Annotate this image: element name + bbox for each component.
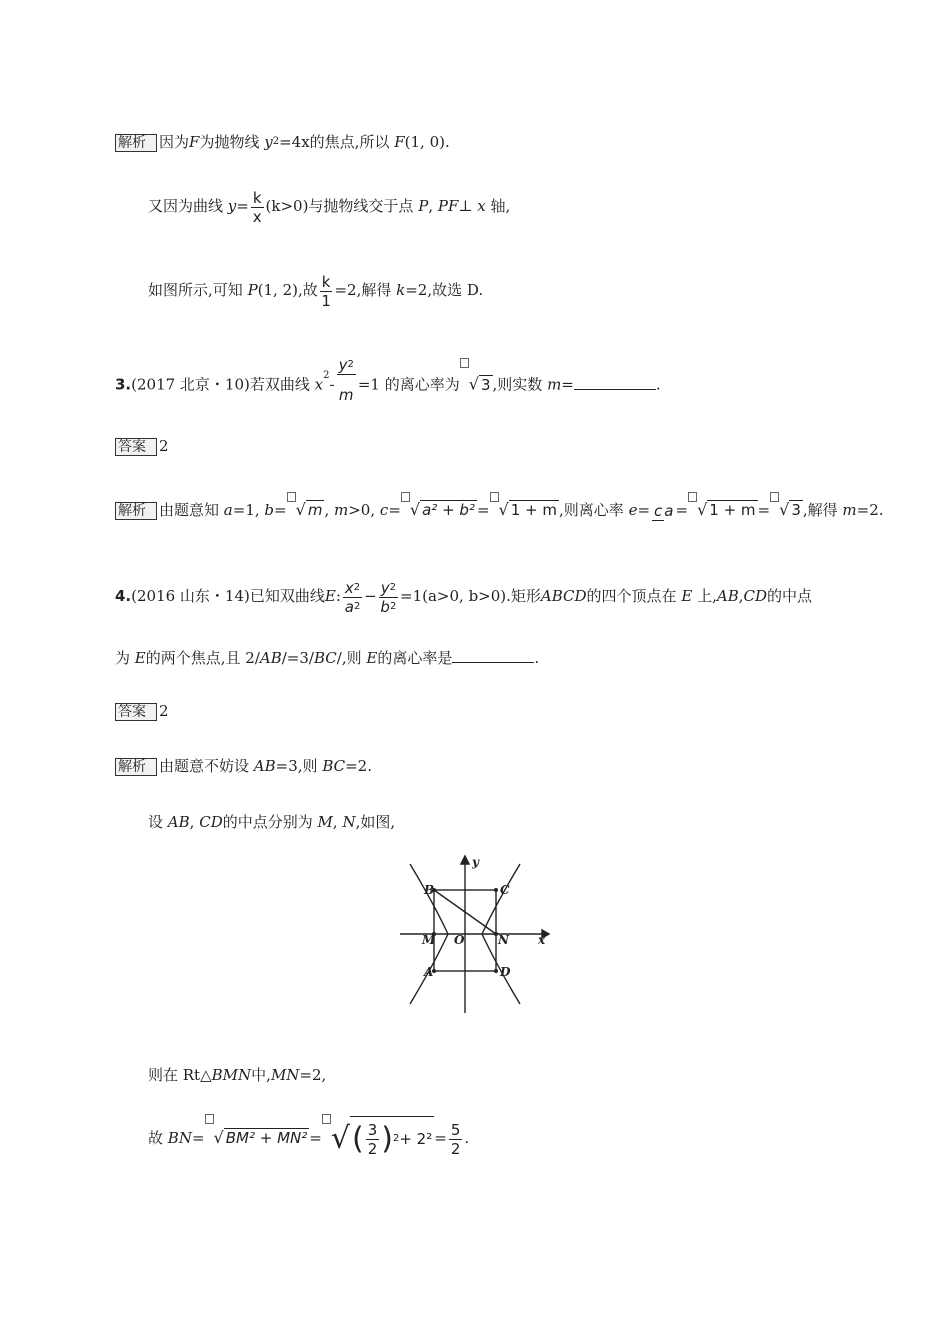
fraction-c-over-a: c a (654, 502, 674, 520)
label-a: A (424, 965, 434, 979)
q4-question-line1: 4.(2016 山东・14)已知双曲线E: $\frac{x^2}{a^2}$ − $\frac{y^2}{b^2}$ =1(a>0, b>0).矩形ABCD的四个顶点在 E 上,AB,CD的中点 (115, 578, 813, 616)
placeholder-box-icon (322, 1114, 331, 1124)
q2-solution-line2: 又因为曲线 y= $\frac{k}{x}$ (k>0)与抛物线交于点 P, PF⊥ x 轴, (148, 188, 511, 226)
placeholder-box-icon (770, 492, 779, 502)
answer-blank (574, 375, 656, 390)
q4-answer: 答案 2 (115, 701, 169, 721)
q4-solution-line3: 则在 Rt△BMN中,MN=2, (148, 1066, 327, 1084)
q4-solution-line1: 解析 由题意不妨设 AB=3,则 BC=2. (115, 756, 372, 776)
q2-solution-line1: 解析 因为F为抛物线 $y^2=4x$的焦点,所以 F(1, 0). (115, 132, 450, 152)
label-x: x (538, 933, 546, 947)
q4-solution-line2: 设 AB, CD的中点分别为 M, N,如图, (148, 813, 396, 831)
placeholder-box-icon (490, 492, 499, 502)
analysis-label: 解析 (115, 134, 157, 152)
analysis-label: 解析 (115, 758, 157, 776)
placeholder-box-icon (287, 492, 296, 502)
fraction-5-over-2: $\frac{5}{2}$ (450, 1120, 461, 1158)
hyperbola-rectangle-figure (396, 852, 556, 1017)
q4-question-line2: 为 E的两个焦点,且 2/AB/=3/BC/,则 E的离心率是 . (115, 649, 540, 667)
label-o: O (454, 933, 465, 947)
q4-solution-line4: 故 BN= √ BM² + MN² = √( $\frac{3}{2}$ )$^2$+ 2² = $\frac{5}{2}$ . (148, 1112, 469, 1165)
placeholder-box-icon (688, 492, 697, 502)
q2-solution-line3: 如图所示,可知 P(1, 2),故 $\frac{k}{1}$ =2,解得 k=2,故选 D. (148, 272, 484, 310)
placeholder-box-icon (401, 492, 410, 502)
label-b: B (424, 883, 435, 897)
fraction-x2-over-a2: $\frac{x^2}{a^2}$ (344, 578, 361, 616)
q3-question: 3.(2017 北京・10)若双曲线 $x^2-$ $\frac{y^2}{m} =1$ 的离心率为 √ 3 ,则实数 m= . (115, 356, 661, 415)
fraction-y2-over-m: $\frac{y^2}{m}$ (338, 356, 354, 404)
answer-label: 答案 (115, 438, 157, 456)
label-y: y (472, 855, 479, 869)
label-d: D (500, 965, 511, 979)
fraction-k-over-x: $\frac{k}{x}$ (252, 188, 262, 226)
radicand-expression: ( $\frac{3}{2}$ )$^2$+ 2² (350, 1116, 434, 1162)
analysis-label: 解析 (115, 502, 157, 520)
q3-answer: 答案 2 (115, 436, 169, 456)
label-m: M (422, 933, 436, 947)
fraction-y2-over-b2: $\frac{y^2}{b^2}$ (380, 578, 397, 616)
q3-solution: 解析 由题意知 a=1, b= √ m , m>0, c= √ a² + b² = √ 1 + m ,则离心率 e= c a = √ 1 + m = √ 3 ,解得 m=2. (115, 490, 884, 531)
fraction-3-over-2: $\frac{3}{2}$ (367, 1121, 378, 1159)
label-n: N (498, 933, 509, 947)
placeholder-box-icon (205, 1114, 214, 1124)
label-c: C (500, 883, 510, 897)
answer-label: 答案 (115, 703, 157, 721)
y-axis-arrow-icon (461, 856, 469, 864)
placeholder-box-icon (460, 358, 469, 368)
fraction-k-over-1: $\frac{k}{1}$ (321, 272, 331, 310)
answer-blank (452, 648, 534, 663)
